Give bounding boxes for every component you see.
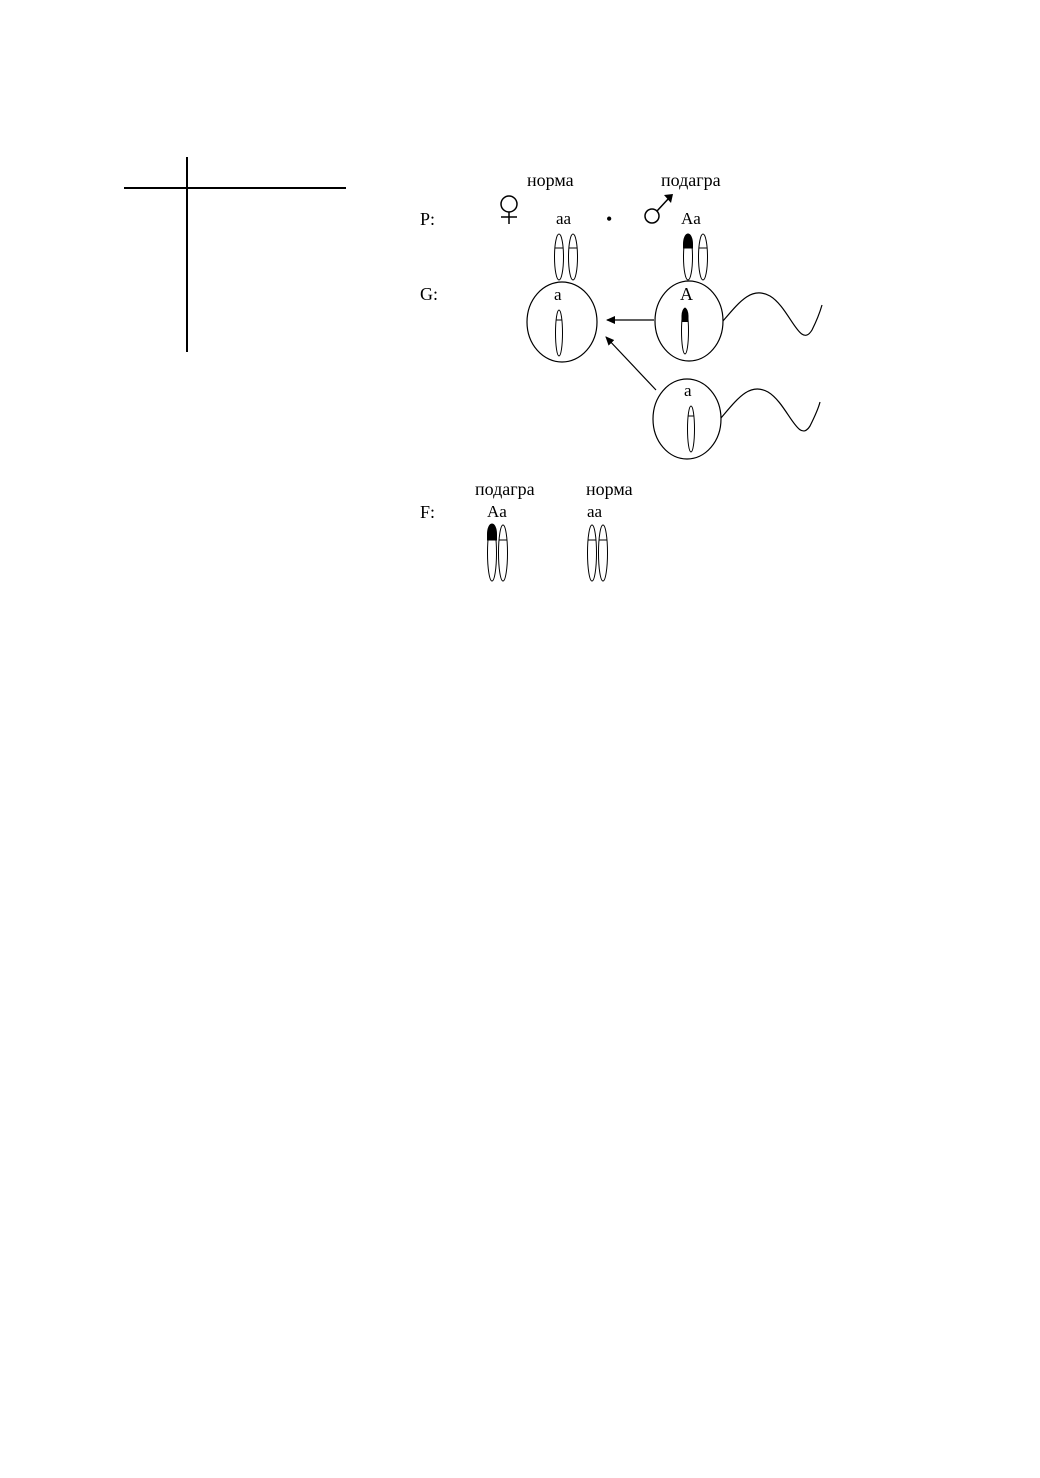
male-symbol-icon xyxy=(645,194,673,223)
offspring-2-chromosomes xyxy=(588,525,608,581)
female-phenotype: норма xyxy=(527,170,574,190)
female-symbol-icon xyxy=(501,196,517,224)
fertilization-arrow-2 xyxy=(606,337,656,390)
offspring-1-chromosomes xyxy=(488,524,508,581)
offspring-1-genotype: Aa xyxy=(487,502,507,521)
t-cross-frame xyxy=(124,157,346,352)
sperm-cell-recessive xyxy=(653,379,820,459)
egg-allele: a xyxy=(554,285,562,304)
female-chromosomes xyxy=(555,234,578,280)
generation-label-p: P: xyxy=(420,209,436,229)
cross-symbol: • xyxy=(606,209,613,229)
egg-cell xyxy=(527,282,597,362)
sperm-1-allele: A xyxy=(680,284,693,304)
offspring-2-genotype: aa xyxy=(587,502,603,521)
generation-label-g: G: xyxy=(420,284,438,304)
female-genotype: aa xyxy=(556,209,572,228)
male-genotype: Aa xyxy=(681,209,701,228)
generation-label-f: F: xyxy=(420,502,436,522)
male-chromosomes xyxy=(684,234,708,280)
sperm-2-allele: a xyxy=(684,381,692,400)
offspring-1-phenotype: подагра xyxy=(475,479,535,499)
male-phenotype: подагра xyxy=(661,170,721,190)
offspring-2-phenotype: норма xyxy=(586,479,633,499)
